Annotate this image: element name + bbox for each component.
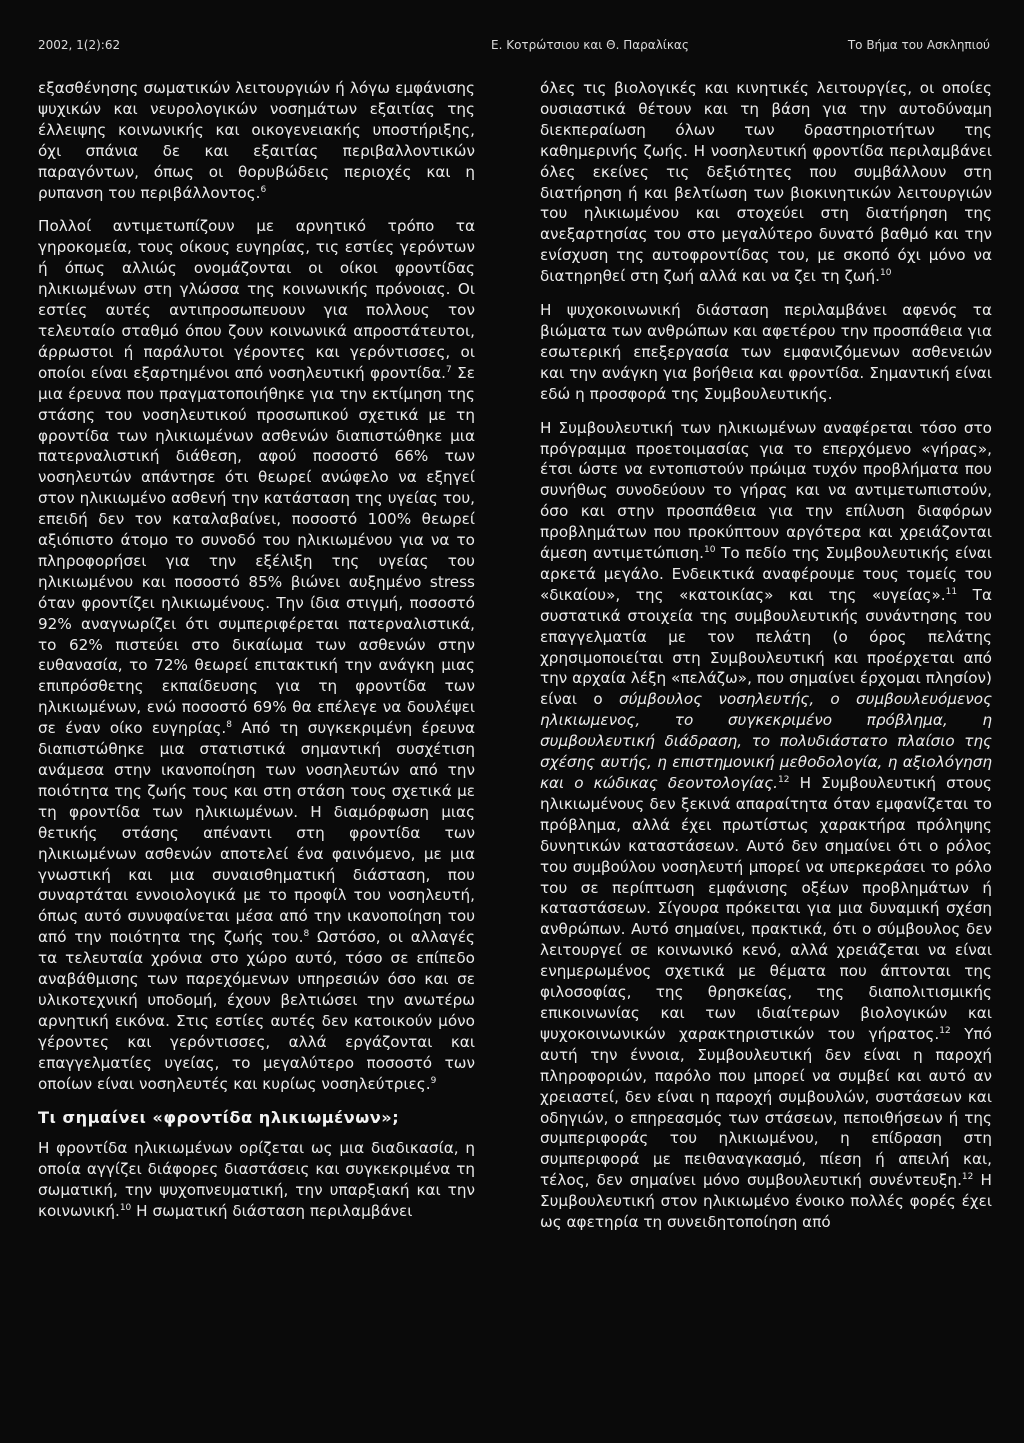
paragraph: Η φροντίδα ηλικιωμένων ορίζεται ως μια διαδικασία, η οποία αγγίζει διάφορες διαστάσεις και συγκεκριμένα τη σωματική, την ψυχοπνευματική, την υπαρξιακή και την κοινωνική.$^{10}$ Η σωματική διάσταση περιλαμβάνει	[38, 1139, 475, 1221]
emphasis-text: σύμβουλος νοσηλευτής, ο συμβουλευόμενος ηλικιωμενος, το συγκεκριμένο πρόβλημα, η συμβουλευτική διάδραση, το πολυδιάστατο πλαίσιο της σχέσης αυτής, η επιστημονική μεθοδολογία, η αξιολόγηση και ο κώδικας δεοντολογίας.	[540, 690, 992, 792]
running-header	[38, 38, 990, 58]
paragraph: Η ψυχοκοινωνική διάσταση περιλαμβάνει αφενός τα βιώματα των ανθρώπων και αφετέρου την προσπάθεια για εσωτερική επεξεργασία των εμφανιζόμενων ασθενειών και την ανάγκη για βοήθεια και φροντίδα. Σημαντική είναι εδώ η προσφορά της Συμβουλευτικής.	[540, 301, 992, 403]
journal-title: Το Βήμα του Ασκληπιού	[847, 38, 990, 52]
reference-marker: 6	[260, 184, 267, 195]
reference-marker: 8	[303, 929, 310, 940]
paragraph: όλες τις βιολογικές και κινητικές λειτουργίες, οι οποίες ουσιαστικά θέτουν και τη βάση για την αυτοδύναμη διεκπεραίωση όλων των δραστηριοτήτων της καθημερινής ζωής. Η νοσηλευτική φροντίδα περιλαμβάνει όλες εκείνες τις δεξιότητες που συμβάλλουν στη διατήρηση ή και βελτίωση των βιοκινητικών λειτουργιών του ηλικιωμένου και στοχεύει στη διατήρηση της ανεξαρτησίας του στο μεγαλύτερο δυνατό βαθμό και την ενίσχυση της αυτοφροντίδας του, με σκοπό όχι μόνο να διατηρηθεί στη ζωή αλλά και να ζει τη ζωή.$^{10}$	[540, 79, 992, 286]
reference-marker: 8	[226, 720, 232, 731]
reference-marker: 12	[778, 775, 790, 785]
reference-marker: 9	[430, 1075, 437, 1086]
paragraph: Η Συμβουλευτική των ηλικιωμένων αναφέρεται τόσο στο πρόγραμμα προετοιμασίας για το επερχόμενο «γήρας», έτσι ώστε να εντοπιστούν πρώιμα τυχόν προβλήματα που συνήθως συνοδεύουν το γήρας και να αντιμετωπιστούν, όσο και στην προσπάθεια για την επίλυση διαφόρων προβλημάτων που προκύπτουν αργότερα και χρειάζονται άμεση αντιμετώπιση.$^{10}$ Το πεδίο της Συμβουλευτικής είναι αρκετά μεγάλο. Ενδεικτικά αναφέρουμε τους τομείς του «δικαίου», της «κατοικίας» και της «υγείας».$^{11}$ Τα συστατικά στοιχεία της συμβουλευτικής συνάντησης του επαγγελματία με τον πελάτη (ο όρος πελάτης χρησιμοποιείται στη Συμβουλευτική και προέρχεται από την αρχαία λέξη «πελάζω», που σημαίνει έρχομαι πλησίον) είναι ο σύμβουλος νοσηλευτής, ο συμβουλευόμενος ηλικιωμενος, το συγκεκριμένο πρόβλημα, η συμβουλευτική διάδραση, το πολυδιάστατο πλαίσιο της σχέσης αυτής, η επιστημονική μεθοδολογία, η αξιολόγηση και ο κώδικας δεοντολογίας.$^{12}$ Η Συμβουλευτική στους ηλικιωμένους δεν ξεκινά απαραίτητα όταν εμφανίζεται το πρόβλημα, αλλά έχει πρωτίστως χαρακτήρα πρόληψης δυνητικών καταστάσεων. Αυτό δεν σημαίνει ότι ο ρόλος του συμβούλου νοσηλευτή μπορεί να υπερκεράσει το ρόλο του σε περίπτωση εμφάνισης οξέων προβλημάτων ή καταστάσεων. Σίγουρα πρόκειται για μια δυναμική σχέση ανθρώπων. Αυτό σημαίνει, πρακτικά, ότι ο σύμβουλος δεν λειτουργεί σε κοινωνικό κενό, αλλά χρειάζεται να είναι ενημερωμένος σχετικά με θέματα που άπτονται της φιλοσοφίας, της θρησκείας, της διαπολιτισμικής επικοινωνίας και των ιδιαίτερων βιολογικών και ψυχοκοινωνικών χαρακτηριστικών του γήρατος.$^{12}$ Υπό αυτή την έννοια, Συμβουλευτική δεν είναι η παροχή πληροφοριών, παρόλο που μπορεί να συμβεί και αυτό αν χρειαστεί, δεν είναι η παροχή συμβουλών, συστάσεων και οδηγιών, ο επηρεασμός των στάσεων, πεποιθήσεων ή της συμπεριφοράς του ηλικιωμένου, η επίδραση στη συμπεριφορά με πειθαναγκασμό, πίεση ή απειλή και, τέλος, δεν σημαίνει μόνο συμβουλευτική συνέντευξη.$^{12}$ Η Συμβουλευτική στον ηλικιωμένο ένοικο πολλές φορές έχει ως αφετηρία τη συνειδητοποίηση από	[540, 418, 992, 1232]
reference-marker: 11	[945, 586, 958, 597]
reference-marker: 10	[880, 268, 892, 279]
section-heading: Τι σημαίνει «φροντίδα ηλικιωμένων»;	[38, 1107, 400, 1127]
left-column	[38, 78, 475, 1222]
reference-marker: 10	[119, 1203, 132, 1214]
paragraph: εξασθένησης σωματικών λειτουργιών ή λόγω εμφάνισης ψυχικών και νευρολογικών νοσημάτων εξαιτίας της έλλειψης κοινωνικής και οικογενειακής υποστήριξης, όχι σπάνια δε και εξαιτίας περιβαλλοντικών παραγόντων, όπως οι θορυβώδεις περιοχές και η ρυπανση του περιβάλλοντος.$^6$	[38, 79, 475, 202]
paragraph: Πολλοί αντιμετωπίζουν με αρνητικό τρόπο τα γηροκομεία, τους οίκους ευγηρίας, τις εστίες γερόντων ή όπως αλλιώς ονομάζονται οι οίκοι φροντίδας ηλικιωμένων στη γλώσσα της κοινωνικής πρόνοιας. Οι εστίες αυτές αντιπροσωπευουν για πολλους τον τελευταίο σταθμό όπου ζουν κοινωνικά απροστάτευτοι, άρρωστοι ή παράλυτοι γέροντες και γερόντισσες, οι οποίοι είναι εξαρτημένοι από νοσηλευτική φροντίδα.$^7$ Σε μια έρευνα που πραγματοποιήθηκε για την εκτίμηση της στάσης του νοσηλευτικού προσωπικού σχετικά με τη φροντίδα των ηλικιωμένων ασθενών διαπιστώθηκε μια πατερναλιστική διάθεση, αφού ποσοστό 66% των νοσηλευτών απάντησε ότι θεωρεί ανώφελο να εξηγεί στον ηλικιωμένο ασθενή την κατάσταση της υγείας του, επειδή δεν τον καταλαβαίνει, ποσοστό 100% θεωρεί αξιόπιστο άτομο το συνοδό του ηλικιωμένου για να το πληροφορήσει για την εξέλιξη της υγείας του ηλικιωμένου και ποσοστό 85% βιώνει αυξημένο stress όταν φροντίζει ηλικιωμένους. Την ίδια στιγμή, ποσοστό 92% αναγνωρίζει ότι συμπεριφέρεται πατερναλιστικά, το 62% πιστεύει στο δικαίωμα των ασθενών στην ευθανασία, το 72% θεωρεί επιτακτική την ανάγκη μιας επιπρόσθετης εκπαίδευσης για τη φροντίδα των ηλικιωμένων, ενώ ποσοστό 69% θα επέλεγε να δουλέψει σε έναν οίκο ευγηρίας.$^8$ Από τη συγκεκριμένη έρευνα διαπιστώθηκε μια στατιστικά σημαντική συσχέτιση ανάμεσα στην ικανοποίηση των νοσηλευτών από την ποιότητα της ζωής τους και στη στάση τους σχετικά με τη φροντίδα των ηλικιωμένων. Η διαμόρφωση μιας θετικής στάσης απέναντι στη φροντίδα των ηλικιωμένων ασθενών αποτελεί ένα φαινόμενο, με μια γνωστική και μια συναισθηματική διάσταση, που συναρτάται εννοιολογικά με το προφίλ του νοσηλευτή, όπως αυτό συνυφαίνεται μέσα από την ικανοποίηση του από την ποιότητα της ζωής του.$^8$ Ωστόσο, οι αλλαγές τα τελευταία χρόνια στο χώρο αυτό, τόσο σε επίπεδο αναβάθμισης των παρεχόμενων υπηρεσιών όσο και σε υλικοτεχνική υποδομή, έχουν βελτιώσει την ανωτέρω αρνητική εικόνα. Στις εστίες αυτές δεν κατοικούν μόνο γέροντες και γερόντισσες, αλλά εργάζονται και επαγγελματίες υγείας, το μεγαλύτερο ποσοστό των οποίων είναι νοσηλευτές και κυρίως νοσηλεύτριες.$^9$	[38, 217, 475, 1093]
authors: Ε. Κοτρώτσιου και Θ. Παραλίκας	[491, 38, 689, 52]
reference-marker: 12	[961, 1172, 974, 1183]
journal-issue: 2002, 1(2):62	[38, 38, 121, 52]
reference-marker: 7	[446, 364, 452, 375]
reference-marker: 10	[703, 545, 716, 556]
reference-marker: 12	[939, 1025, 951, 1036]
right-column	[540, 78, 992, 1233]
